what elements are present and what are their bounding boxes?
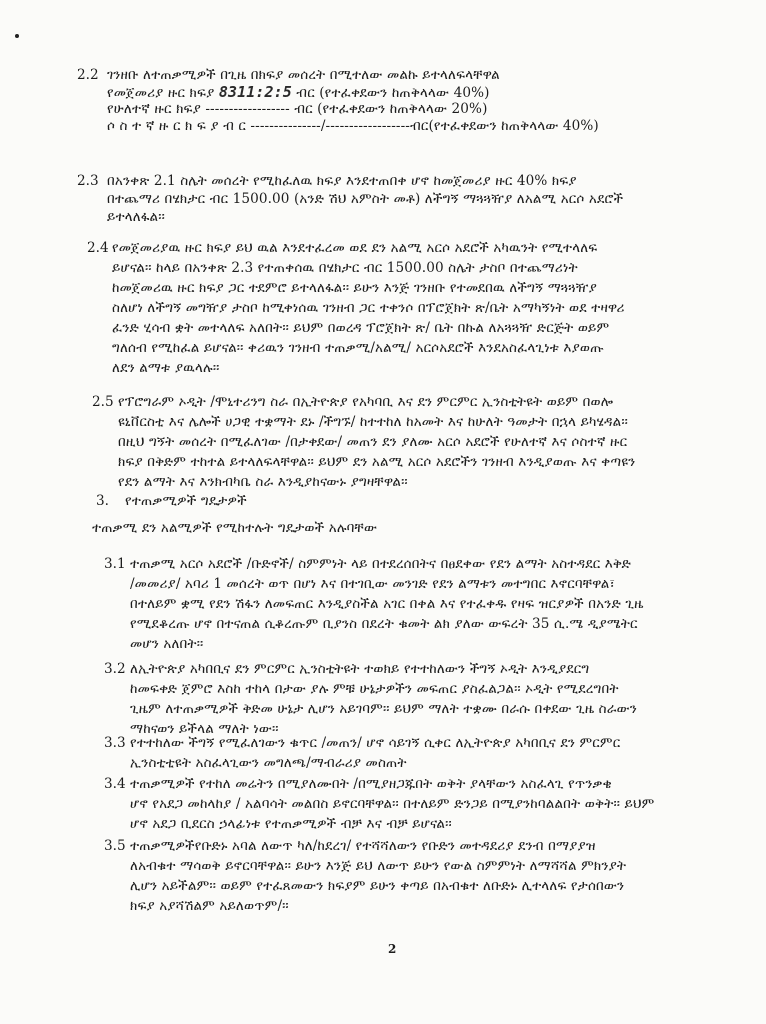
section-2-4-line: ይሆናል፡፡ ከላይ በአንቀጽ 2.3 የተጠቀሰዉ በሄክታር ብር 1500.00 ስሌት ታስቦ በተጨማሪነት (112, 260, 578, 276)
section-2-5-number: 2.5 (92, 394, 114, 410)
section-2-4-line: ግለሰብ የሚከፈል ይሆናል፡፡ ቀሪዉን ገንዘብ ተጠቃሚ/አልሚ/ አርሶአደሮች እንደአስፈላጊነቱ እያወጡ (112, 340, 604, 356)
section-3-1-line: የሚደቆረጡ ሆኖ በተናጠል ሲቆረጡም ቢያንስ በደረት ቁመት ልክ ያለው ውፍረት 35 ሲ.ሜ ዲያሜትር (130, 616, 638, 632)
section-2-4-line: ለደን ልማቱ ያዉላሉ፡፡ (112, 360, 220, 376)
section-3-2-line: ለኢትዮጵያ አካበቢና ደን ምርምር ኢንስቲትዩት ተወክይ የተተከለውን ችግኝ ኦዲት እንዲያደርግ (130, 661, 590, 677)
first-payment-line (107, 84, 490, 102)
section-3-1-line: መሆን አለበት፡፡ (130, 636, 204, 652)
section-3-2-line: ማከናወን ይችላል ማለት ነው፡፡ (130, 721, 279, 737)
third-payment-line: ሶ ስ ተ ኛ ዙ ር ክ ፍ ያ ብ ር ---------------/------------------ብር(የተፈቀደውን ከጠቅላላው 40%) (107, 118, 599, 134)
section-3-1-number: 3.1 (104, 556, 126, 572)
section-2-4-line: ከመጀመሪዉ ዙር ክፍያ ጋር ተደምሮ ይተላለፋል፡፡ ይሁን እንጅ ገንዘቡ የተመደበዉ ለችግኝ ማጓጓዥያ (112, 280, 597, 296)
section-3-5-line: ሊሆን አይችልም፡፡ ወይም የተፈጸመውን ክፍያም ይሁን ቀጣይ በአብቁተ ለቡድኑ ሊተላለፍ የታሰበውን (130, 878, 625, 894)
section-3-1-line: /መመሪያ/ አባሪ 1 መሰረት ወጥ በሆነ እና በተገቢው መንገድ የደን ልማቱን መተግበር እኖርባቸዋል፣ (130, 576, 616, 592)
section-3-intro: ተጠቃሚ ደን አልሚዎች የሚከተሉት ግዴታወች አሉባቸው (92, 520, 378, 536)
section-3-title: የተጠቃሚዎች ግዴታዎች (125, 493, 247, 509)
page-number: 2 (388, 942, 397, 956)
section-2-2-line: ገንዘቡ ለተጠቃሚዎች በጊዜ በክፍያ መሰረት በሚተለው መልኩ ይተላለፍላቸዋል (107, 67, 500, 83)
section-3-4-line: ተጠቃሚዎች የተከለ መሬትን በሚያለሙበት /በሚያዘጋጁበት ወቅት ያላቸውን አስፈላጊ የጥንቃቄ (130, 776, 612, 792)
section-2-2-number: 2.2 (77, 67, 99, 83)
section-2-3-number: 2.3 (77, 173, 99, 189)
section-3-5-number: 3.5 (104, 838, 126, 854)
section-3-3-line: ኢንስቲቲዩት አስፈላጊውን መግለጫ/ማብራሪያ መስጠት (130, 755, 407, 771)
scan-speck (15, 34, 19, 38)
section-3-4-line: ሆኖ የአደጋ መከላከያ / አልባሳት መልበስ ይኖርባቸዋል፡፡ በተለይም ድንጋይ በሚያንከባልልበት ወቅት፡፡ ይህም (130, 796, 655, 812)
section-3-5-line: ተጠቃሚዎችየቡድኑ አባል ለውጥ ካለ/ከደረገ/ የተሻሻለውን የቡድን መተዳደሪያ ደንብ በማያያዝ (130, 838, 596, 854)
section-2-4-line: የመጀመሪያዉ ዙር ክፍያ ይህ ዉል እንደተፈረመ ወደ ደን አልሚ አርሶ አደሮች አካዉንት የሚተላለፍ (112, 240, 598, 256)
second-payment-line: የሁለተኛ ዙር ክፍያ ------------------ ብር (የተፈቀደውን ከጠቅላላው 20%) (107, 101, 488, 117)
section-3-4-number: 3.4 (104, 776, 126, 792)
section-3-number: 3. (96, 493, 109, 509)
section-2-3-line: ይተላለፋል፡፡ (107, 209, 165, 225)
section-2-5-line: የደን ልማት እና እንክብካቤ ስራ እንዲያከናውኑ ያግዛቸዋል፡፡ (118, 474, 408, 490)
section-3-1-line: በተለይም ቋሚ የደን ሽፋን ለመፍጠር እንዲያስችል አገር በቀል እና የተፈቀዱ የዛፍ ዝርያዎች በአንድ ጊዜ (130, 596, 644, 612)
section-3-5-line: ክፍያ አያሻሽልም አይለወጥም/፡፡ (130, 898, 289, 914)
section-2-4-number: 2.4 (87, 240, 109, 256)
first-payment-share: ብር (የተፈቀደውን ከጠቅላላው 40%) (296, 85, 490, 101)
handwritten-amount: 8311:2:5 (218, 83, 292, 101)
section-2-3-line: በአንቀጽ 2.1 ስሌት መሰረት የሚከፈለዉ ክፍያ እንደተጠበቀ ሆኖ ከመጀመሪያ ዙር 40% ክፍያ (107, 173, 577, 189)
section-2-4-line: ፈንድ ሂሳብ ቋት መተላለፍ አለበት፡፡ ይህም በወረዳ ፕሮጀክት ጽ/ ቤት በኩል ለአጓጓዥ ድርጅት ወይም (112, 320, 610, 336)
section-2-5-line: ዩኒቨርስቲ እና ሌሎች ሀጋዊ ተቋማት ደኑ /ችግኙ/ ከተተከለ ከአመት እና ከሁለት ዓመታት በኋላ ይካሄዳል፡፡ (118, 414, 628, 430)
section-3-4-line: ሆኖ አደጋ ቢደርስ ኃላፊነቱ የተጠቃሚዎች ብቻ እና ብቻ ይሆናል፡፡ (130, 816, 452, 832)
first-payment-label: የመጀመሪያ ዙር ክፍያ (107, 85, 215, 101)
section-2-5-line: የፕሮግራም ኦዲት /ሞኒተሪንግ ስራ በኢትዮጵያ የአካባቢ እና ደን ምርምር ኢንስቲትዩት ወይም በወሎ (118, 394, 614, 410)
section-3-2-number: 3.2 (104, 661, 126, 677)
section-3-2-line: ጊዜም ለተጠቃሚዎች ቅድመ ሁኔታ ሊሆን አይገባም፡፡ ይህም ማለት ተቋሙ በራሱ በቀደው ጊዜ ስራውን (130, 701, 637, 717)
section-2-5-line: በዚህ ግኝት መሰረት በሚፈለገው /በታቀደው/ መጠን ደን ያለሙ አርሶ አደሮች የሁለተኛ እና ሶስተኛ ዙር (118, 434, 628, 450)
section-3-2-line: ከመፍቀድ ጀምሮ እስከ ተከላ በታው ያሉ ምቹ ሁኔታዎችን መፍጠር ያስፈልጋል፡፡ ኦዲት የሚደረግበት (130, 681, 619, 697)
section-3-1-line: ተጠቃሚ አርሶ አደሮች /ቡድኖች/ ስምምነት ላይ በተደረሰበትና በፀደቀው የደን ልማት አስተዳደር እቅድ (130, 556, 632, 572)
section-2-4-line: ስለሆነ ለችግኝ መግዥያ ታስቦ ከሚቀነሰዉ ገንዘብ ጋር ተቀንሶ በፕሮጀክት ጽ/ቤት አማካኝነት ወደ ተዛዋሪ (112, 300, 625, 316)
section-2-5-line: ክፍያ በቅድም ተከተል ይተላለፍላቸዋል፡፡ ይህም ደን አልሚ አርሶ አደሮችን ገንዘብ እንዲያወጡ እና ቀጣዩን (118, 454, 636, 470)
section-3-3-number: 3.3 (104, 735, 126, 751)
section-3-3-line: የተተከለው ችግኝ የሚፈለገውን ቁጥር /መጠን/ ሆኖ ሳይገኝ ሲቀር ለኢትዮጵያ አካበቢና ደን ምርምር (130, 735, 621, 751)
section-3-5-line: ለአብቁተ ማሳወቅ ይኖርባቸዋል፡፡ ይሁን እንጅ ይህ ለውጥ ይሁን የውል ስምምነት ለማሻሻል ምክንያት (130, 858, 627, 874)
section-2-3-line: በተጨማሪ በሄክታር ብር 1500.00 (አንድ ሽህ አምስት መቶ) ለችግኝ ማጓጓዥያ ለአልሚ አርሶ አደሮች (107, 191, 624, 207)
